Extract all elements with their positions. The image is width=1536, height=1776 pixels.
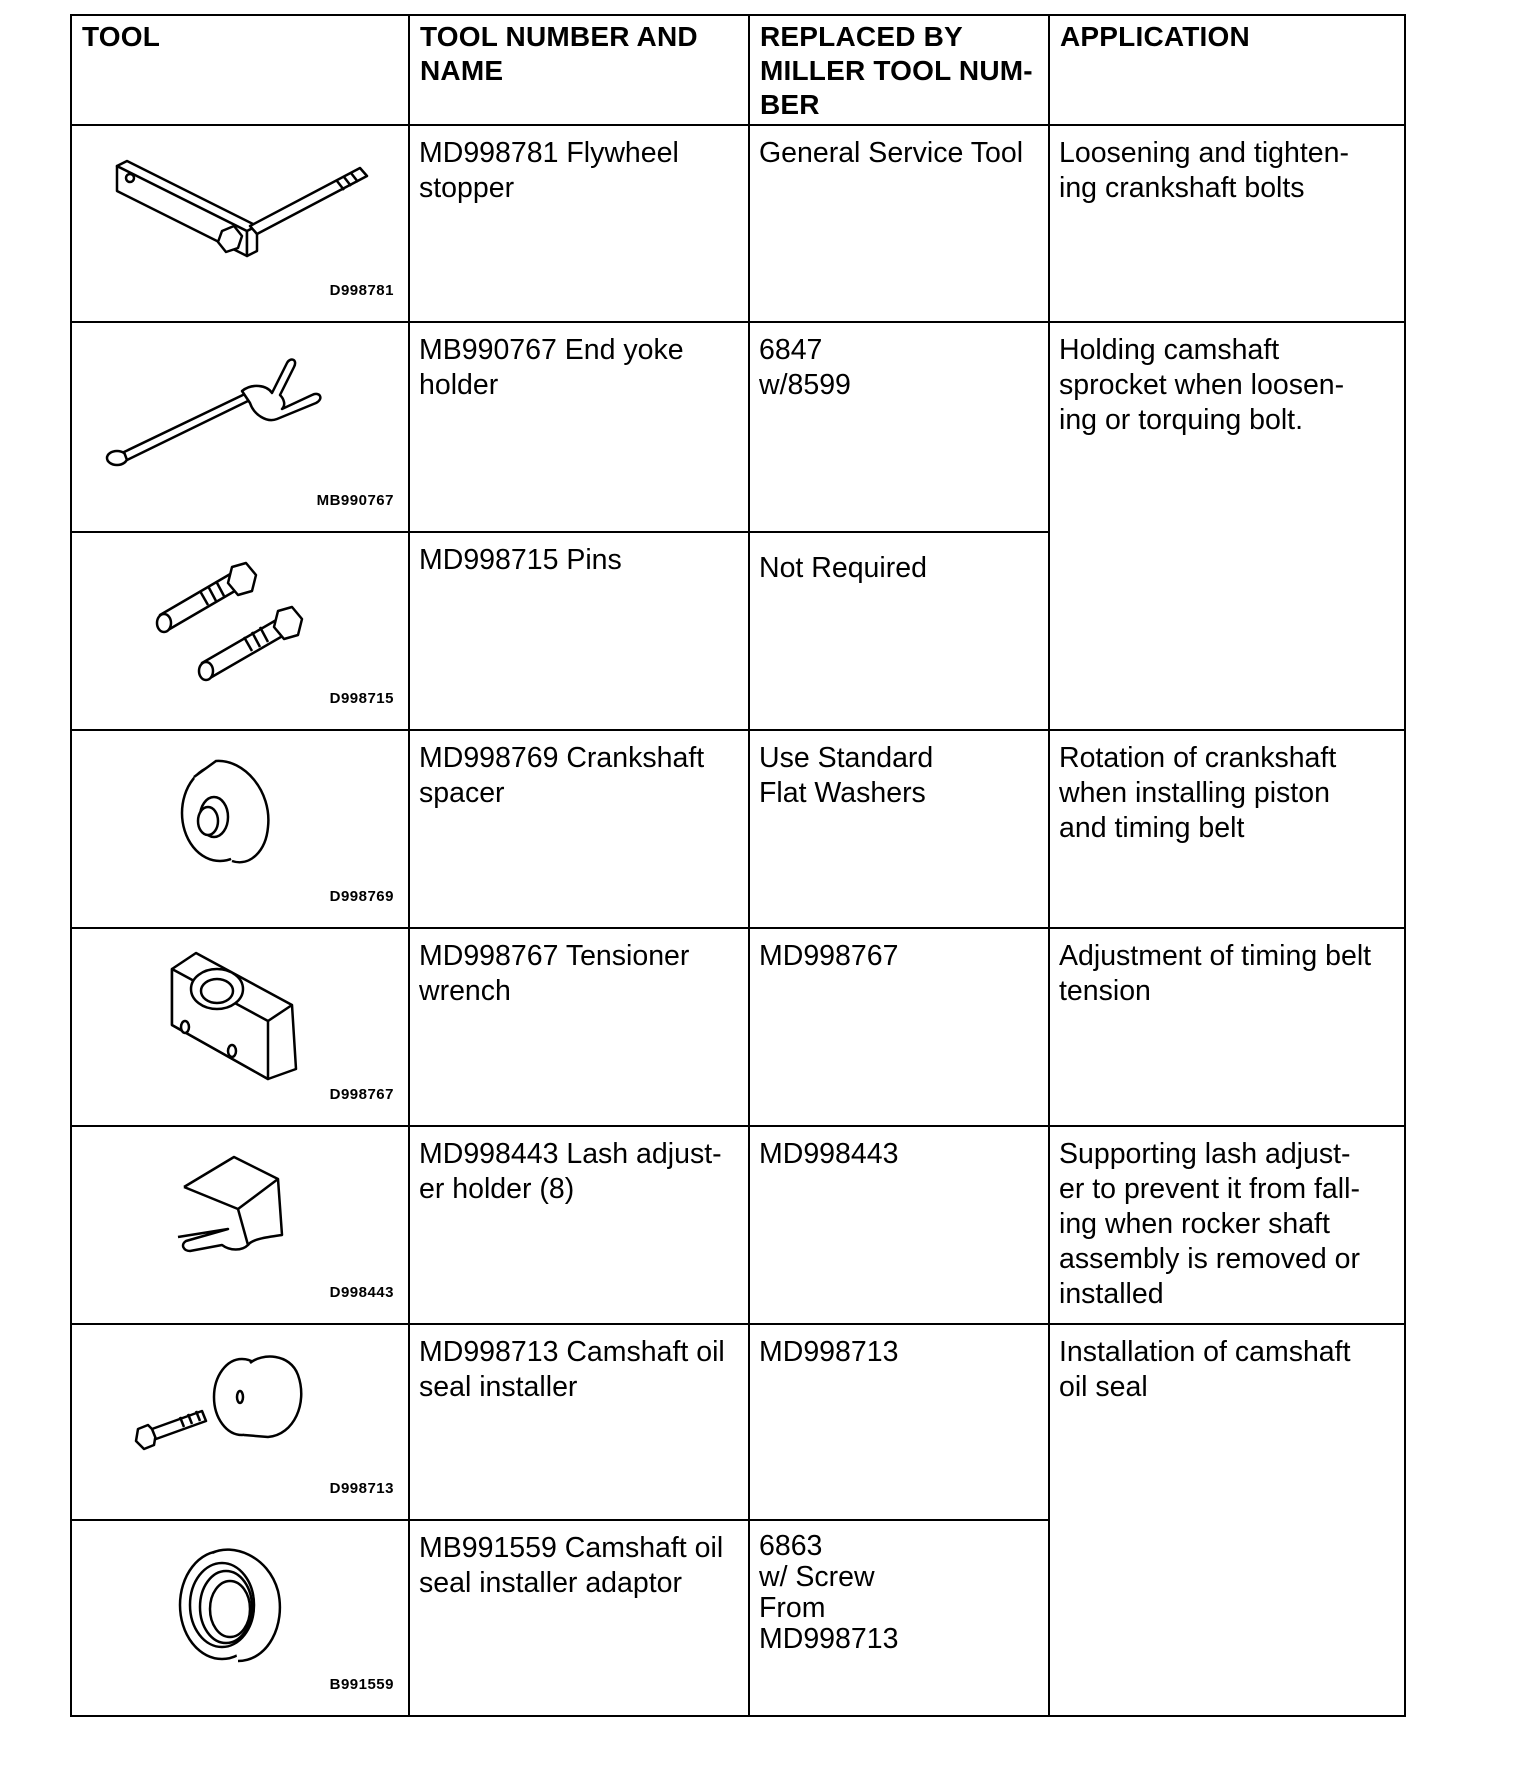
tool-cell <box>71 1324 409 1520</box>
replaced-by-cell: Use Standard Flat Washers <box>749 730 1049 928</box>
replaced-by-cell: Not Required <box>749 532 1049 730</box>
tool-cell <box>71 532 409 730</box>
replaced-by-cell: MD998767 <box>749 928 1049 1126</box>
application-cell: Supporting lash adjust- er to prevent it from fall- ing when rocker shaft assembly is removed or installed <box>1049 1126 1405 1324</box>
tool-code: D998781 <box>329 282 394 299</box>
application-cell: Loosening and tighten- ing crankshaft bolts <box>1049 125 1405 322</box>
table-row <box>71 928 1405 1126</box>
replaced-by-cell: 6847 w/8599 <box>749 322 1049 532</box>
tool-number-cell: MB990767 End yoke holder <box>409 322 749 532</box>
tool-number-cell: MD998769 Crankshaft spacer <box>409 730 749 928</box>
tool-code: D998443 <box>329 1284 394 1301</box>
tool-number-cell: MD998713 Camshaft oil seal installer <box>409 1324 749 1520</box>
tool-cell <box>71 322 409 532</box>
tool-number-cell: MD998781 Flywheel stopper <box>409 125 749 322</box>
header-tool: TOOL <box>71 15 409 125</box>
tool-cell <box>71 730 409 928</box>
tool-cell <box>71 1520 409 1716</box>
header-replaced-by: REPLACED BY MILLER TOOL NUM- BER <box>749 15 1049 125</box>
header-tool-number: TOOL NUMBER AND NAME <box>409 15 749 125</box>
table-row <box>71 322 1405 532</box>
tool-number-cell: MB991559 Camshaft oil seal installer adaptor <box>409 1520 749 1716</box>
tool-cell <box>71 1126 409 1324</box>
tool-code: MB990767 <box>316 492 394 509</box>
tool-number-cell: MD998767 Tensioner wrench <box>409 928 749 1126</box>
header-application: APPLICATION <box>1049 15 1405 125</box>
tool-code: B991559 <box>329 1676 394 1693</box>
tool-number-cell: MD998715 Pins <box>409 532 749 730</box>
tool-cell <box>71 125 409 322</box>
table-row <box>71 1324 1405 1520</box>
table-row <box>71 730 1405 928</box>
special-tools-table <box>70 14 1406 1717</box>
tool-cell <box>71 928 409 1126</box>
tool-code: D998715 <box>329 690 394 707</box>
tool-code: D998713 <box>329 1480 394 1497</box>
application-cell: Rotation of crankshaft when installing piston and timing belt <box>1049 730 1405 928</box>
tool-number-cell: MD998443 Lash adjust- er holder (8) <box>409 1126 749 1324</box>
replaced-by-cell: 6863 w/ Screw From MD998713 <box>749 1520 1049 1716</box>
table-row <box>71 125 1405 322</box>
tool-code: D998767 <box>329 1086 394 1103</box>
table-row <box>71 1126 1405 1324</box>
replaced-by-cell: MD998443 <box>749 1126 1049 1324</box>
tool-code: D998769 <box>329 888 394 905</box>
replaced-by-cell: General Service Tool <box>749 125 1049 322</box>
application-cell: Installation of camshaft oil seal <box>1049 1324 1405 1716</box>
header-row <box>71 15 1405 125</box>
application-cell: Holding camshaft sprocket when loosen- ing or torquing bolt. <box>1049 322 1405 730</box>
replaced-by-cell: MD998713 <box>749 1324 1049 1520</box>
application-cell: Adjustment of timing belt tension <box>1049 928 1405 1126</box>
